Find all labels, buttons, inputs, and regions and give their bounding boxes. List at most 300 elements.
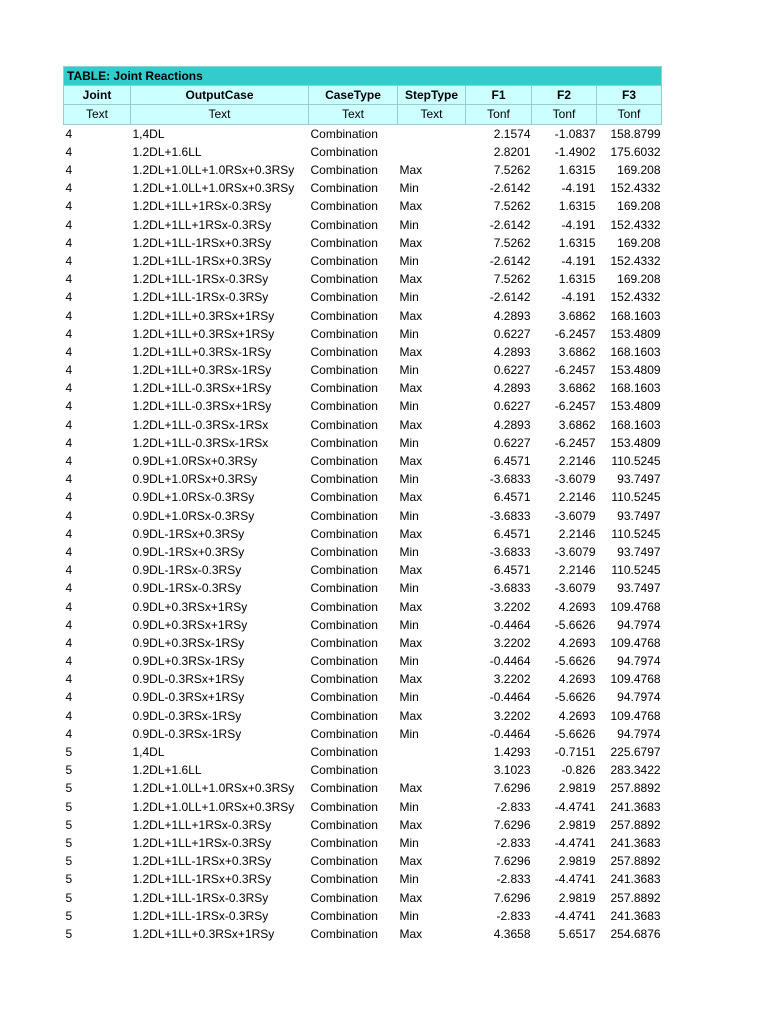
table-row [64, 579, 662, 597]
table-row [64, 124, 662, 143]
cell-f1: -0.4464 [489, 726, 531, 741]
cell-steptype: Max [399, 890, 423, 905]
table-row [64, 343, 662, 361]
cell-casetype: Combination [310, 745, 378, 760]
table-row [64, 470, 662, 488]
table-row [64, 616, 662, 634]
cell-f1: 3.2202 [493, 708, 531, 723]
cell-f1: 0.6227 [493, 326, 531, 341]
cell-f1: 3.1023 [493, 763, 531, 778]
cell-casetype: Combination [310, 708, 378, 723]
cell-f1: 0.6227 [493, 399, 531, 414]
cell-steptype: Max [399, 235, 423, 250]
cell-f3: 241.3683 [610, 908, 661, 923]
cell-f2: 2.2146 [558, 490, 596, 505]
cell-casetype: Combination [310, 544, 378, 559]
cell-steptype [398, 761, 466, 779]
cell-steptype: Min [399, 581, 419, 596]
cell-f2: -3.6079 [554, 581, 596, 596]
cell-f1: 4.2893 [493, 308, 531, 323]
cell-joint: 4 [65, 344, 73, 359]
table-row [64, 561, 662, 579]
cell-casetype: Combination [310, 854, 378, 869]
cell-outputcase: 0.9DL+1.0RSx+0.3RSy [132, 472, 258, 487]
cell-f2: -1.4902 [554, 144, 596, 159]
cell-outputcase: 1,4DL [132, 126, 165, 141]
table-body [64, 124, 662, 943]
table-row [64, 725, 662, 743]
table-row [64, 761, 662, 779]
cell-f2: -0.826 [561, 763, 596, 778]
cell-casetype: Combination [310, 635, 378, 650]
cell-f3: 109.4768 [610, 635, 661, 650]
cell-f2: 2.2146 [558, 526, 596, 541]
table-row [64, 325, 662, 343]
cell-steptype: Max [399, 563, 423, 578]
cell-outputcase: 0.9DL-1RSx-0.3RSy [132, 563, 242, 578]
cell-casetype: Combination [310, 599, 378, 614]
cell-f1: 3.2202 [493, 635, 531, 650]
table-row [64, 688, 662, 706]
table-row [64, 288, 662, 306]
cell-casetype: Combination [310, 690, 378, 705]
cell-outputcase: 0.9DL-1RSx+0.3RSy [132, 544, 245, 559]
cell-joint: 4 [65, 435, 73, 450]
cell-joint: 4 [65, 672, 73, 687]
cell-f3: 241.3683 [610, 799, 661, 814]
cell-steptype: Min [399, 690, 419, 705]
cell-f3: 153.4809 [610, 399, 661, 414]
cell-casetype: Combination [310, 381, 378, 396]
cell-casetype: Combination [310, 563, 378, 578]
cell-outputcase: 1.2DL+1LL+1RSx-0.3RSy [132, 199, 272, 214]
table-row [64, 852, 662, 870]
cell-f3: 109.4768 [610, 599, 661, 614]
cell-outputcase: 1.2DL+1LL-1RSx-0.3RSy [132, 272, 269, 287]
cell-f1: 6.4571 [493, 454, 531, 469]
cell-steptype: Min [399, 253, 419, 268]
table-row [64, 488, 662, 506]
cell-steptype: Min [399, 544, 419, 559]
cell-outputcase: 1.2DL+1LL-0.3RSx+1RSy [132, 399, 272, 414]
cell-f1: 4.2893 [493, 417, 531, 432]
cell-f1: 2.1574 [493, 126, 531, 141]
table-row [64, 252, 662, 270]
cell-f1: -3.6833 [489, 581, 531, 596]
cell-f1: -2.833 [496, 799, 531, 814]
table-row [64, 397, 662, 415]
cell-joint: 4 [65, 326, 73, 341]
cell-f3: 93.7497 [617, 472, 661, 487]
cell-joint: 4 [65, 272, 73, 287]
cell-f2: 1.6315 [558, 272, 596, 287]
cell-f2: 1.6315 [558, 235, 596, 250]
cell-f2: 2.9819 [558, 817, 596, 832]
cell-f3: 94.7974 [617, 726, 661, 741]
cell-f3: 257.8892 [610, 890, 661, 905]
cell-outputcase: 1.2DL+1.0LL+1.0RSx+0.3RSy [132, 781, 295, 796]
cell-outputcase: 1.2DL+1LL-1RSx+0.3RSy [132, 854, 272, 869]
cell-f3: 153.4809 [610, 435, 661, 450]
cell-f1: 7.5262 [493, 272, 531, 287]
cell-f3: 168.1603 [610, 344, 661, 359]
cell-f2: 4.2693 [558, 599, 596, 614]
cell-joint: 4 [65, 290, 73, 305]
cell-steptype: Max [399, 490, 423, 505]
cell-f2: 3.6862 [558, 308, 596, 323]
cell-steptype: Max [399, 199, 423, 214]
cell-steptype: Max [399, 454, 423, 469]
column-header-row [64, 86, 662, 105]
cell-casetype: Combination [310, 926, 378, 941]
cell-outputcase: 0.9DL-0.3RSx-1RSy [132, 708, 242, 723]
cell-steptype: Min [399, 726, 419, 741]
cell-joint: 4 [65, 181, 73, 196]
cell-steptype [398, 743, 466, 761]
cell-outputcase: 1.2DL+1LL+1RSx-0.3RSy [132, 217, 272, 232]
cell-f1: -0.4464 [489, 654, 531, 669]
cell-outputcase: 0.9DL-1RSx+0.3RSy [132, 526, 245, 541]
cell-joint: 5 [65, 781, 73, 796]
cell-f3: 94.7974 [617, 617, 661, 632]
cell-steptype [398, 143, 466, 161]
cell-steptype: Min [399, 654, 419, 669]
cell-steptype: Min [399, 290, 419, 305]
cell-casetype: Combination [310, 144, 378, 159]
cell-casetype: Combination [310, 163, 378, 178]
joint-reactions-table [63, 66, 662, 943]
cell-joint: 5 [65, 908, 73, 923]
cell-f1: 0.6227 [493, 435, 531, 450]
cell-f2: -4.4741 [554, 908, 596, 923]
cell-f1: -3.6833 [489, 544, 531, 559]
cell-joint: 5 [65, 926, 73, 941]
cell-f3: 152.4332 [610, 181, 661, 196]
cell-outputcase: 0.9DL-0.3RSx-1RSy [132, 726, 242, 741]
table-row [64, 634, 662, 652]
cell-casetype: Combination [310, 508, 378, 523]
table-row [64, 816, 662, 834]
cell-steptype: Max [399, 272, 423, 287]
cell-joint: 4 [65, 508, 73, 523]
cell-f3: 152.4332 [610, 290, 661, 305]
cell-f3: 257.8892 [610, 817, 661, 832]
cell-casetype: Combination [310, 490, 378, 505]
cell-f3: 110.5245 [611, 454, 661, 469]
cell-casetype: Combination [310, 308, 378, 323]
cell-casetype: Combination [310, 363, 378, 378]
cell-f1: -0.4464 [489, 617, 531, 632]
cell-f2: 4.2693 [558, 672, 596, 687]
cell-f3: 109.4768 [610, 708, 661, 723]
cell-steptype: Max [399, 817, 423, 832]
cell-f2: -4.4741 [554, 872, 596, 887]
cell-f2: 3.6862 [558, 381, 596, 396]
cell-f3: 254.6876 [610, 926, 661, 941]
cell-f3: 110.5245 [611, 563, 661, 578]
cell-casetype: Combination [310, 181, 378, 196]
cell-steptype: Max [399, 599, 423, 614]
cell-f2: 3.6862 [558, 344, 596, 359]
cell-f1: 7.6296 [493, 817, 531, 832]
cell-f3: 168.1603 [610, 381, 661, 396]
cell-casetype: Combination [310, 799, 378, 814]
cell-f3: 94.7974 [617, 690, 661, 705]
cell-steptype: Min [399, 799, 419, 814]
cell-joint: 4 [65, 163, 73, 178]
units-row [64, 105, 662, 124]
cell-joint: 4 [65, 417, 73, 432]
cell-outputcase: 0.9DL-0.3RSx+1RSy [132, 672, 245, 687]
cell-f3: 158.8799 [610, 126, 661, 141]
cell-f2: -5.6626 [554, 726, 596, 741]
cell-outputcase: 1.2DL+1LL+0.3RSx-1RSy [132, 344, 272, 359]
cell-steptype: Max [399, 854, 423, 869]
cell-outputcase: 1.2DL+1LL+0.3RSx+1RSy [132, 326, 275, 341]
cell-f3: 109.4768 [610, 672, 661, 687]
cell-outputcase: 1.2DL+1LL+1RSx-0.3RSy [132, 835, 272, 850]
unit-joint: Text [64, 105, 131, 124]
table-row [64, 507, 662, 525]
cell-joint: 4 [65, 490, 73, 505]
table-row [64, 670, 662, 688]
cell-outputcase: 0.9DL+1.0RSx-0.3RSy [132, 508, 255, 523]
cell-joint: 4 [65, 563, 73, 578]
cell-steptype: Min [399, 835, 419, 850]
table-title: TABLE: Joint Reactions [64, 67, 662, 86]
cell-f2: 4.2693 [558, 708, 596, 723]
cell-outputcase: 1.2DL+1LL-1RSx+0.3RSy [132, 235, 272, 250]
cell-casetype: Combination [310, 726, 378, 741]
cell-f1: -2.833 [496, 872, 531, 887]
cell-f3: 168.1603 [610, 308, 661, 323]
table-row [64, 216, 662, 234]
cell-f2: -4.4741 [554, 799, 596, 814]
cell-f1: 3.2202 [493, 599, 531, 614]
table-row [64, 870, 662, 888]
header-joint: Joint [64, 86, 131, 105]
unit-casetype: Text [309, 105, 398, 124]
cell-casetype: Combination [310, 326, 378, 341]
cell-steptype: Min [399, 399, 419, 414]
table-row [64, 270, 662, 288]
cell-f3: 152.4332 [610, 217, 661, 232]
cell-steptype: Max [399, 526, 423, 541]
table-row [64, 416, 662, 434]
table-row [64, 234, 662, 252]
cell-casetype: Combination [310, 290, 378, 305]
cell-f3: 94.7974 [617, 654, 661, 669]
cell-outputcase: 1.2DL+1LL+0.3RSx+1RSy [132, 926, 275, 941]
cell-f1: 2.8201 [493, 144, 531, 159]
cell-joint: 4 [65, 599, 73, 614]
cell-outputcase: 1.2DL+1.6LL [132, 144, 202, 159]
cell-casetype: Combination [310, 581, 378, 596]
cell-joint: 5 [65, 799, 73, 814]
cell-steptype: Min [399, 472, 419, 487]
cell-joint: 4 [65, 144, 73, 159]
cell-joint: 4 [65, 235, 73, 250]
cell-f3: 225.6797 [610, 745, 661, 760]
unit-f1: Tonf [466, 105, 532, 124]
table-row [64, 306, 662, 324]
cell-steptype: Max [399, 708, 423, 723]
cell-outputcase: 1.2DL+1.0LL+1.0RSx+0.3RSy [132, 181, 295, 196]
header-f1: F1 [466, 86, 532, 105]
cell-joint: 4 [65, 635, 73, 650]
cell-casetype: Combination [310, 908, 378, 923]
cell-joint: 4 [65, 581, 73, 596]
cell-steptype: Min [399, 217, 419, 232]
cell-f3: 257.8892 [610, 854, 661, 869]
cell-casetype: Combination [310, 126, 378, 141]
cell-f2: -6.2457 [554, 326, 596, 341]
cell-f3: 153.4809 [610, 363, 661, 378]
cell-f2: -4.191 [561, 181, 596, 196]
cell-steptype: Min [399, 908, 419, 923]
cell-joint: 5 [65, 890, 73, 905]
cell-f2: -4.191 [561, 217, 596, 232]
cell-f3: 110.5245 [611, 490, 661, 505]
unit-f3: Tonf [597, 105, 662, 124]
cell-f2: -4.191 [561, 290, 596, 305]
table-title-row [64, 67, 662, 86]
table-row [64, 143, 662, 161]
cell-f3: 241.3683 [610, 872, 661, 887]
cell-outputcase: 1.2DL+1LL-1RSx+0.3RSy [132, 872, 272, 887]
cell-f1: 1.4293 [493, 745, 531, 760]
cell-f1: 6.4571 [493, 490, 531, 505]
cell-f2: -0.7151 [554, 745, 596, 760]
table-row [64, 161, 662, 179]
cell-f1: -3.6833 [489, 472, 531, 487]
cell-joint: 4 [65, 217, 73, 232]
cell-outputcase: 1.2DL+1LL-0.3RSx-1RSx [132, 435, 269, 450]
cell-outputcase: 0.9DL+0.3RSx-1RSy [132, 654, 245, 669]
cell-f1: -2.6142 [489, 217, 531, 232]
cell-joint: 4 [65, 253, 73, 268]
cell-joint: 4 [65, 544, 73, 559]
cell-steptype: Min [399, 326, 419, 341]
cell-f3: 169.208 [617, 163, 661, 178]
cell-outputcase: 0.9DL-1RSx-0.3RSy [132, 581, 242, 596]
cell-joint: 4 [65, 199, 73, 214]
header-f3: F3 [597, 86, 662, 105]
cell-f3: 153.4809 [610, 326, 661, 341]
cell-joint: 4 [65, 472, 73, 487]
table-row [64, 798, 662, 816]
table-row [64, 925, 662, 943]
cell-joint: 5 [65, 745, 73, 760]
cell-casetype: Combination [310, 672, 378, 687]
cell-steptype: Max [399, 344, 423, 359]
cell-steptype: Min [399, 181, 419, 196]
cell-f2: 1.6315 [558, 163, 596, 178]
cell-f2: 4.2693 [558, 635, 596, 650]
cell-casetype: Combination [310, 617, 378, 632]
table-row [64, 452, 662, 470]
header-casetype: CaseType [309, 86, 398, 105]
cell-f1: 6.4571 [493, 526, 531, 541]
cell-f3: 257.8892 [610, 781, 661, 796]
cell-outputcase: 1.2DL+1LL+0.3RSx+1RSy [132, 308, 275, 323]
cell-f3: 110.5245 [611, 526, 661, 541]
cell-joint: 4 [65, 726, 73, 741]
cell-outputcase: 0.9DL+0.3RSx+1RSy [132, 617, 248, 632]
cell-outputcase: 0.9DL+0.3RSx+1RSy [132, 599, 248, 614]
cell-f1: -2.6142 [489, 253, 531, 268]
cell-f3: 175.6032 [610, 144, 661, 159]
cell-f3: 93.7497 [617, 508, 661, 523]
table-row [64, 743, 662, 761]
cell-f3: 168.1603 [610, 417, 661, 432]
table-row [64, 197, 662, 215]
header-f2: F2 [532, 86, 597, 105]
cell-steptype: Max [399, 781, 423, 796]
cell-outputcase: 0.9DL+1.0RSx-0.3RSy [132, 490, 255, 505]
cell-f3: 93.7497 [617, 581, 661, 596]
cell-f1: -0.4464 [489, 690, 531, 705]
cell-casetype: Combination [310, 835, 378, 850]
cell-f1: 7.5262 [493, 163, 531, 178]
cell-f1: -2.833 [496, 835, 531, 850]
cell-joint: 4 [65, 454, 73, 469]
cell-joint: 5 [65, 872, 73, 887]
cell-outputcase: 1.2DL+1LL-1RSx-0.3RSy [132, 290, 269, 305]
cell-casetype: Combination [310, 781, 378, 796]
cell-joint: 5 [65, 835, 73, 850]
table-row [64, 525, 662, 543]
cell-f2: 2.9819 [558, 781, 596, 796]
cell-f1: 4.2893 [493, 344, 531, 359]
cell-joint: 5 [65, 817, 73, 832]
cell-joint: 4 [65, 526, 73, 541]
cell-steptype: Min [399, 617, 419, 632]
cell-f1: 7.6296 [493, 781, 531, 796]
cell-f2: -6.2457 [554, 399, 596, 414]
table-row [64, 434, 662, 452]
cell-joint: 4 [65, 399, 73, 414]
table-row [64, 834, 662, 852]
cell-casetype: Combination [310, 817, 378, 832]
cell-f2: -3.6079 [554, 508, 596, 523]
cell-joint: 4 [65, 363, 73, 378]
cell-f1: 0.6227 [493, 363, 531, 378]
table-row [64, 888, 662, 906]
cell-outputcase: 1.2DL+1LL+0.3RSx-1RSy [132, 363, 272, 378]
cell-f2: -5.6626 [554, 654, 596, 669]
cell-outputcase: 1,4DL [132, 745, 165, 760]
table-row [64, 543, 662, 561]
unit-steptype: Text [398, 105, 466, 124]
cell-f1: 7.5262 [493, 199, 531, 214]
cell-steptype [398, 124, 466, 143]
cell-f1: 6.4571 [493, 563, 531, 578]
cell-joint: 4 [65, 708, 73, 723]
cell-f3: 169.208 [617, 199, 661, 214]
cell-outputcase: 1.2DL+1LL+1RSx-0.3RSy [132, 817, 272, 832]
cell-f3: 169.208 [617, 272, 661, 287]
cell-casetype: Combination [310, 654, 378, 669]
header-outputcase: OutputCase [131, 86, 309, 105]
cell-joint: 4 [65, 308, 73, 323]
cell-f2: 3.6862 [558, 417, 596, 432]
cell-joint: 5 [65, 854, 73, 869]
cell-f3: 241.3683 [610, 835, 661, 850]
cell-steptype: Max [399, 672, 423, 687]
cell-casetype: Combination [310, 253, 378, 268]
cell-f1: -2.6142 [489, 181, 531, 196]
